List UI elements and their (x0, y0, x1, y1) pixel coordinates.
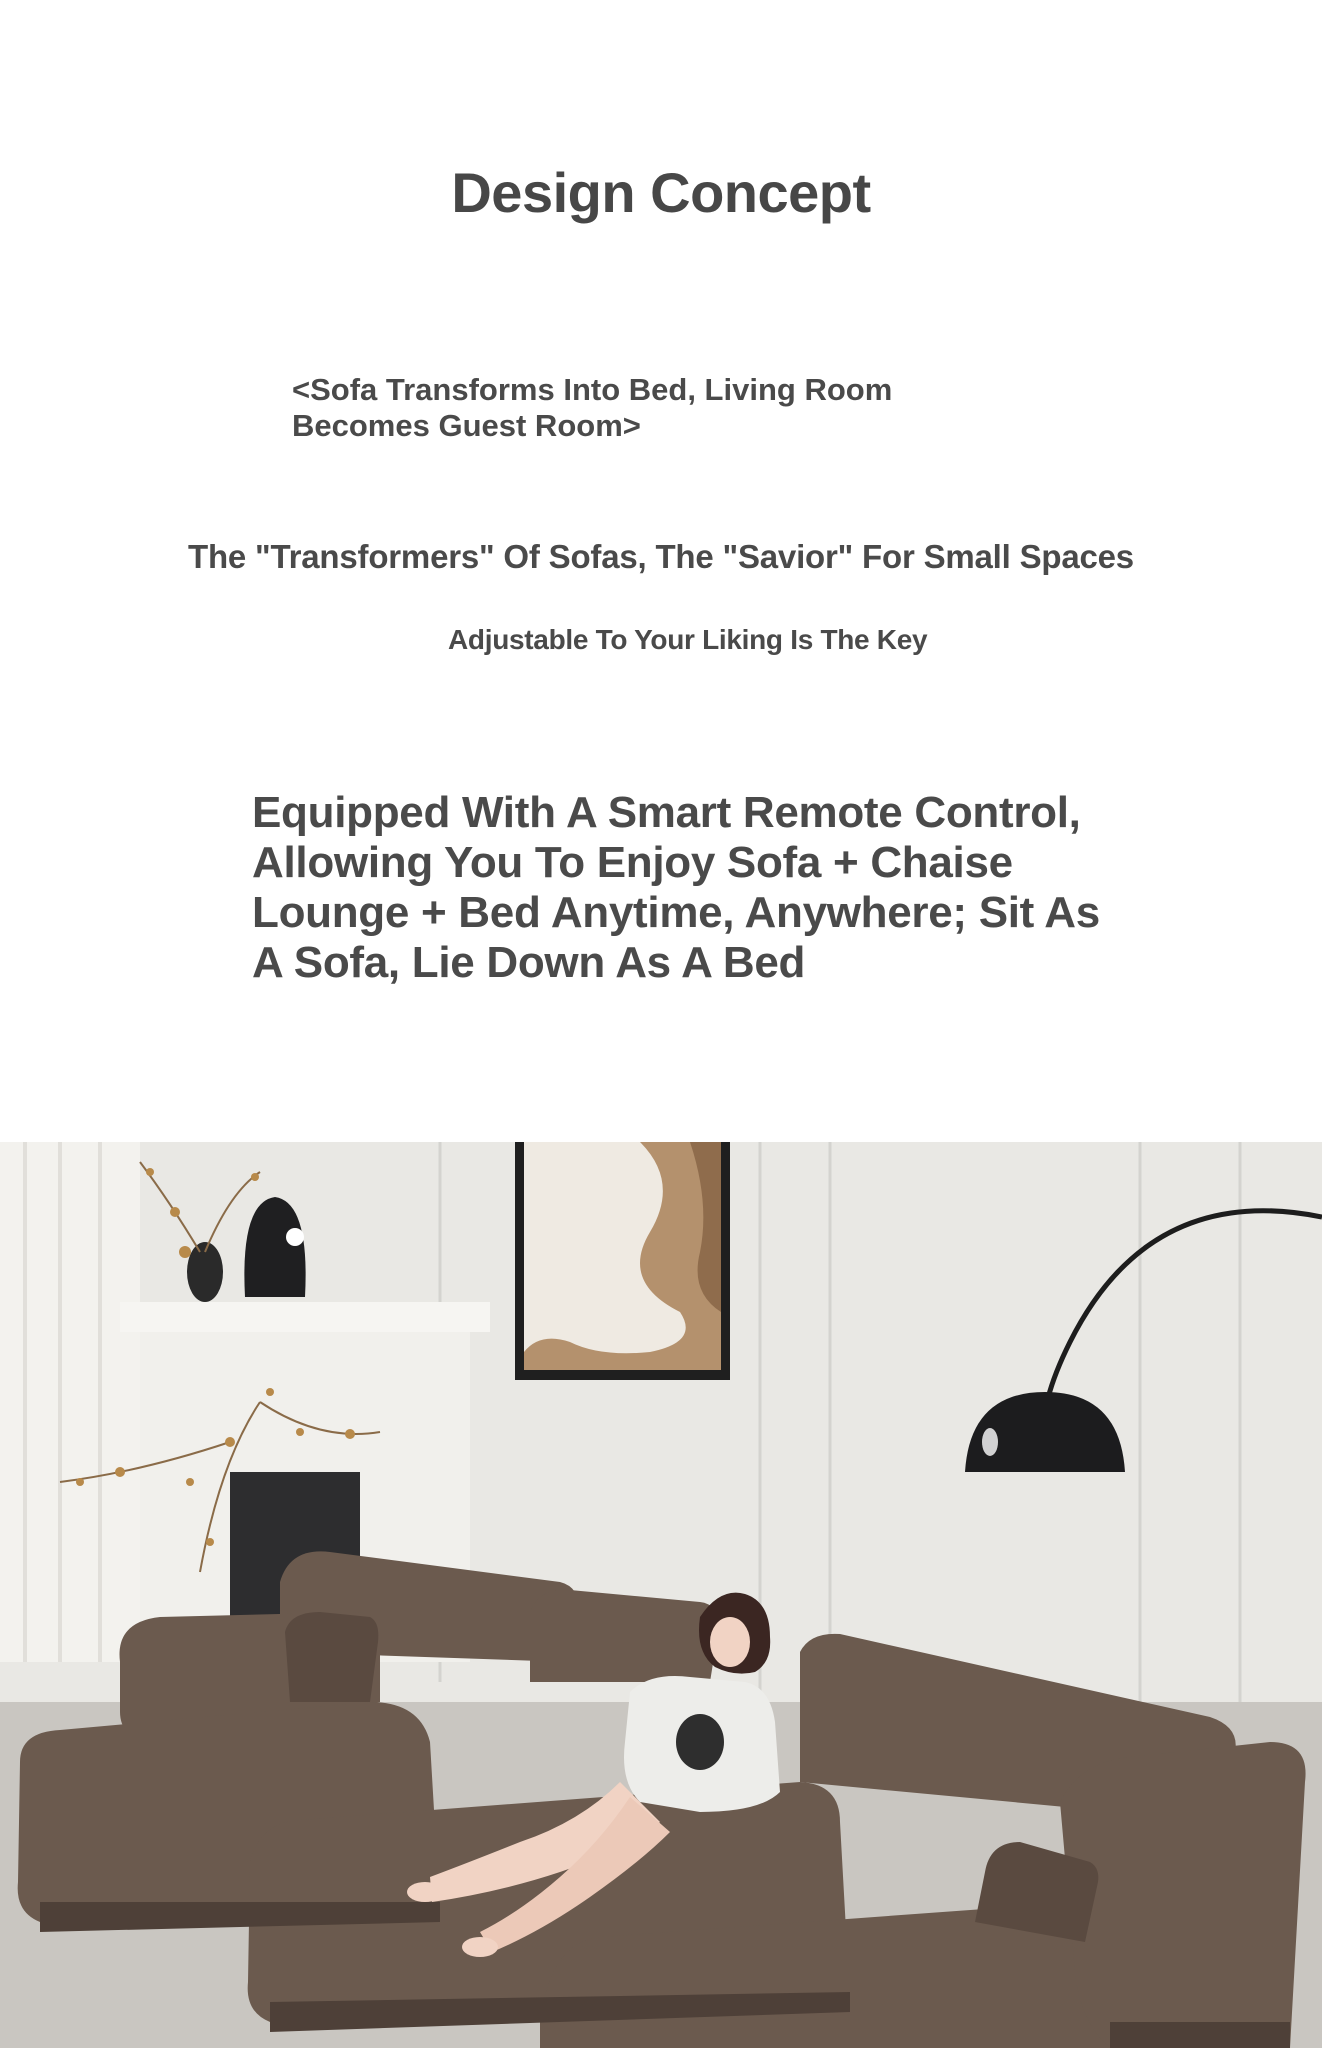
description-line-1: Equipped With A Smart Remote Control, (252, 788, 1081, 837)
sofa-bed-photo (0, 1142, 1322, 2048)
subtitle-line-1: <Sofa Transforms Into Bed, Living Room (292, 372, 893, 407)
subtitle (292, 372, 1052, 444)
subtitle-line-2: Becomes Guest Room> (292, 408, 641, 443)
curtain (0, 1142, 140, 1662)
description-line-3: Lounge + Bed Anytime, Anywhere; Sit As (252, 888, 1100, 937)
description-line-2: Allowing You To Enjoy Sofa + Chaise (252, 838, 1013, 887)
description-line-4: A Sofa, Lie Down As A Bed (252, 938, 806, 987)
key-text: Adjustable To Your Liking Is The Key (448, 624, 928, 655)
living-room-illustration (0, 1142, 1322, 2048)
page-title: Design Concept (451, 161, 871, 224)
wall-painting (515, 1142, 730, 1380)
feature-description (252, 788, 1132, 988)
tagline: The "Transformers" Of Sofas, The "Savior" For Small Spaces (188, 538, 1134, 575)
